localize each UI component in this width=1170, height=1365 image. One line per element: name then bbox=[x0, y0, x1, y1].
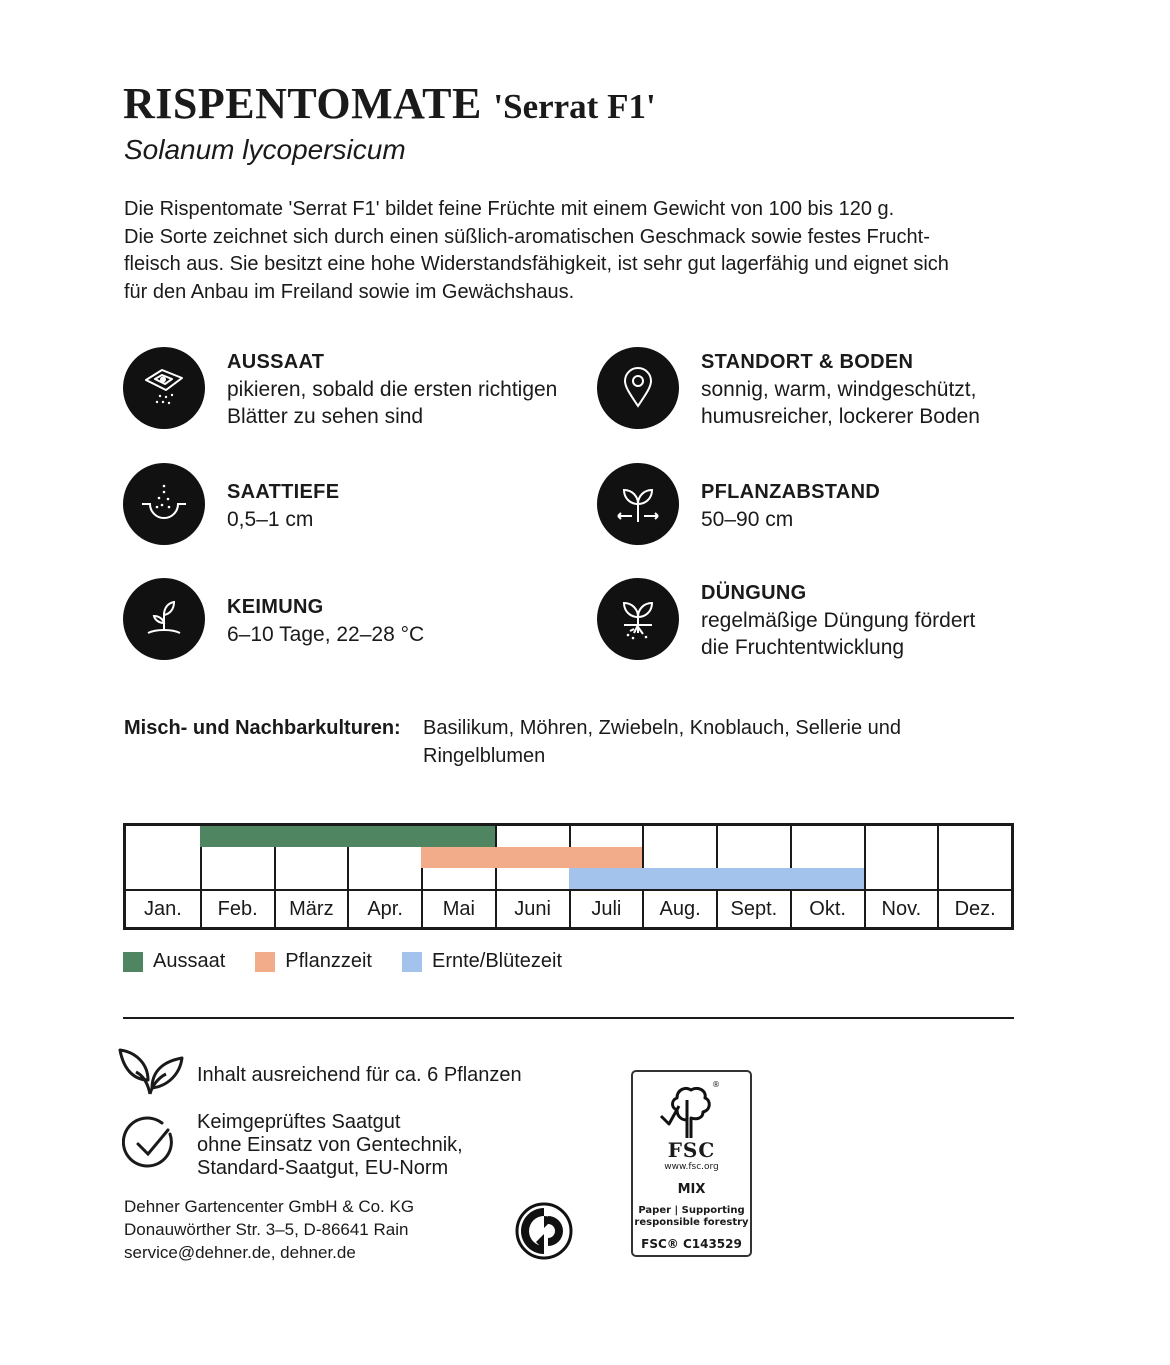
standort-text: sonnig, warm, windgeschützt, bbox=[701, 378, 977, 401]
fertilizer-plant-icon bbox=[597, 578, 679, 660]
fsc-mix: MIX bbox=[677, 1182, 706, 1197]
cert-line: ohne Einsatz von Gentechnik, bbox=[197, 1134, 463, 1156]
fsc-registered: ® bbox=[712, 1080, 720, 1089]
cert-line: Standard-Saatgut, EU-Norm bbox=[197, 1157, 449, 1179]
location-pin-icon bbox=[597, 347, 679, 429]
calendar-month-label: Feb. bbox=[202, 889, 274, 927]
keimung-heading: KEIMUNG bbox=[227, 596, 324, 618]
calendar-month-label: Apr. bbox=[349, 889, 421, 927]
product-variety: 'Serrat F1' bbox=[493, 87, 656, 126]
product-name: RISPENTOMATE bbox=[123, 79, 482, 128]
duengung-heading: DÜNGUNG bbox=[701, 582, 807, 604]
standort-heading: STANDORT & BODEN bbox=[701, 351, 914, 373]
fsc-claim bbox=[633, 1205, 750, 1229]
seed-packet-icon bbox=[123, 347, 205, 429]
calendar-month-column bbox=[126, 826, 200, 927]
green-dot-recycling-icon bbox=[515, 1202, 573, 1265]
seed-depth-icon bbox=[123, 463, 205, 545]
keimung-info bbox=[227, 594, 424, 648]
standort-text: humusreicher, lockerer Boden bbox=[701, 405, 980, 428]
duengung-info bbox=[701, 580, 975, 661]
cert-line: Keimgeprüftes Saatgut bbox=[197, 1111, 401, 1133]
calendar-month-label: Dez. bbox=[939, 889, 1011, 927]
pflanzabstand-text: 50–90 cm bbox=[701, 508, 794, 531]
calendar-month-column bbox=[864, 826, 938, 927]
plants-icon bbox=[118, 1046, 186, 1107]
legend-swatch-pflanzzeit bbox=[255, 952, 275, 972]
product-title bbox=[123, 78, 656, 129]
fsc-claim-line: Paper | Supporting bbox=[638, 1205, 745, 1216]
intro-line: Die Rispentomate 'Serrat F1' bildet feine Früchte mit einem Gewicht von 100 bis 120 g. bbox=[124, 198, 895, 220]
calendar-month-label: Juni bbox=[497, 889, 569, 927]
duengung-text: die Fruchtentwicklung bbox=[701, 636, 905, 659]
legend-item-ernte bbox=[402, 950, 562, 973]
duengung-text: regelmäßige Düngung fördert bbox=[701, 609, 976, 632]
intro-line: fleisch aus. Sie besitzt eine hohe Widerstandsfähigkeit, ist sehr gut lagerfähig und eignet sich bbox=[124, 253, 949, 275]
calendar-month-column bbox=[495, 826, 569, 927]
calendar-bar-ernte-bl-tezeit bbox=[569, 868, 864, 889]
intro-line: Die Sorte zeichnet sich durch einen süßlich-aromatischen Geschmack sowie festes Frucht- bbox=[124, 225, 930, 248]
legend-swatch-ernte bbox=[402, 952, 422, 972]
legend-swatch-aussaat bbox=[123, 952, 143, 972]
calendar-month-label: Mai bbox=[423, 889, 495, 927]
companion-label: Misch- und Nachbarkulturen: bbox=[124, 717, 401, 739]
calendar-bar-aussaat bbox=[200, 826, 495, 847]
saattiefe-heading: SAATTIEFE bbox=[227, 481, 340, 503]
aussaat-text: pikieren, sobald die ersten richtigen bbox=[227, 378, 558, 401]
fsc-claim-line: responsible forestry bbox=[634, 1217, 749, 1228]
intro-text bbox=[124, 196, 1024, 306]
calendar-month-label: Jan. bbox=[126, 889, 200, 927]
fsc-tree-icon bbox=[657, 1080, 725, 1144]
company-contact: service@dehner.de, dehner.de bbox=[124, 1243, 356, 1262]
calendar-month-column bbox=[937, 826, 1011, 927]
checkmark-circle-icon bbox=[122, 1116, 178, 1177]
saattiefe-text: 0,5–1 cm bbox=[227, 508, 314, 531]
legend-item-aussaat bbox=[123, 950, 225, 973]
keimung-text: 6–10 Tage, 22–28 °C bbox=[227, 623, 425, 646]
sprout-icon bbox=[123, 578, 205, 660]
pflanzabstand-heading: PFLANZABSTAND bbox=[701, 481, 881, 503]
fsc-url: www.fsc.org bbox=[664, 1162, 719, 1172]
calendar-month-label: Nov. bbox=[866, 889, 938, 927]
saattiefe-info bbox=[227, 479, 339, 533]
standort-info bbox=[701, 349, 980, 430]
companion-list bbox=[423, 714, 983, 770]
divider bbox=[123, 1017, 1014, 1019]
calendar-month-label: Juli bbox=[571, 889, 643, 927]
pflanzabstand-info bbox=[701, 479, 880, 533]
fsc-label bbox=[631, 1070, 752, 1257]
company-street: Donauwörther Str. 3–5, D-86641 Rain bbox=[124, 1220, 409, 1239]
content-note: Inhalt ausreichend für ca. 6 Pflanzen bbox=[197, 1064, 522, 1086]
legend-label: Ernte/Blütezeit bbox=[431, 950, 563, 972]
legend-item-pflanzzeit bbox=[255, 950, 372, 973]
planting-calendar bbox=[123, 823, 1014, 930]
intro-line: für den Anbau im Freiland sowie im Gewächshaus. bbox=[124, 280, 575, 303]
legend-label: Pflanzzeit bbox=[285, 950, 372, 972]
calendar-month-label: Okt. bbox=[792, 889, 864, 927]
calendar-month-label: März bbox=[276, 889, 348, 927]
calendar-month-label: Sept. bbox=[718, 889, 790, 927]
latin-name: Solanum lycopersicum bbox=[124, 134, 406, 165]
calendar-bar-pflanzzeit bbox=[421, 847, 642, 868]
company-name: Dehner Gartencenter GmbH & Co. KG bbox=[124, 1197, 415, 1216]
aussaat-heading: AUSSAAT bbox=[227, 351, 325, 373]
calendar-month-label: Aug. bbox=[644, 889, 716, 927]
company-address bbox=[124, 1195, 414, 1264]
aussaat-text: Blätter zu sehen sind bbox=[227, 405, 424, 428]
fsc-code: FSC® C143529 bbox=[641, 1237, 742, 1251]
companion-text: Basilikum, Möhren, Zwiebeln, Knoblauch, Sellerie und bbox=[423, 717, 902, 739]
companion-text: Ringelblumen bbox=[423, 745, 546, 767]
aussaat-info bbox=[227, 349, 557, 430]
certification-text bbox=[197, 1111, 463, 1180]
legend-label: Aussaat bbox=[153, 950, 226, 972]
plant-spacing-icon bbox=[597, 463, 679, 545]
calendar-legend bbox=[123, 950, 592, 973]
fsc-logo-text: FSC bbox=[667, 1138, 716, 1162]
